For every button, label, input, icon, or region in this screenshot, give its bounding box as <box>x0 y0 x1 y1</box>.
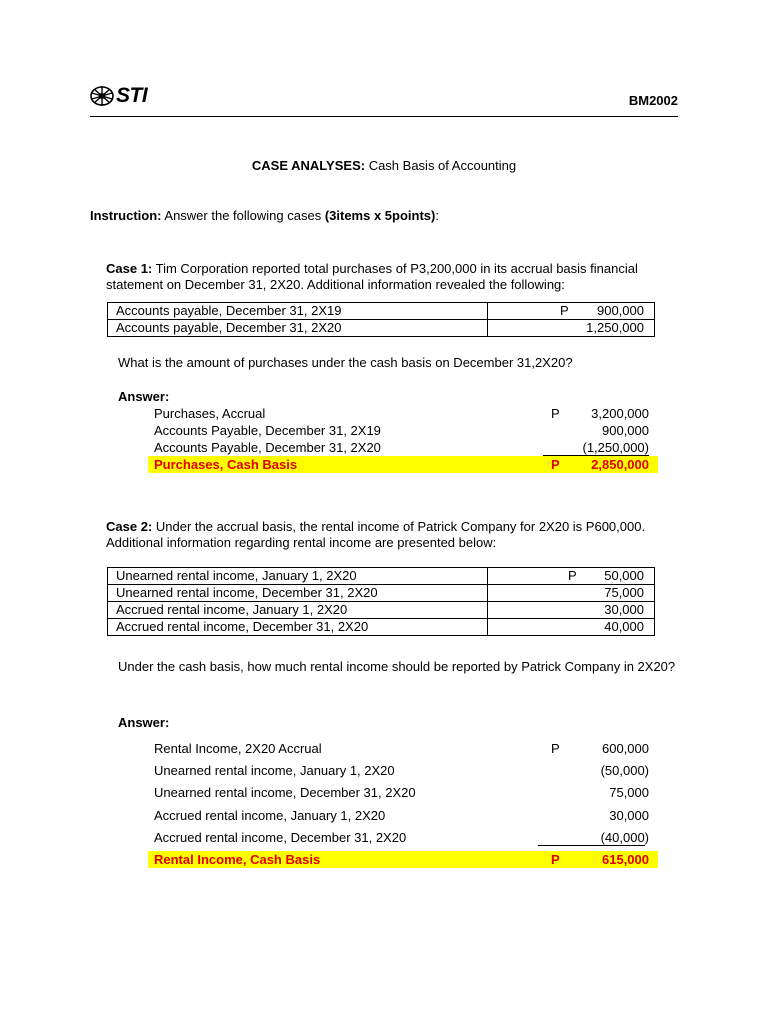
case-1-description <box>106 261 686 293</box>
table-cell-amount <box>488 602 655 619</box>
currency: P <box>551 406 560 421</box>
amount: 900,000 <box>602 423 649 438</box>
case-2-description <box>106 519 686 551</box>
page-header <box>90 82 678 117</box>
answer-row <box>148 762 658 779</box>
amount: 600,000 <box>602 741 649 756</box>
case-2-answer-label: Answer: <box>118 715 170 730</box>
answer-row <box>148 784 658 801</box>
answer-label: Purchases, Accrual <box>154 406 266 421</box>
table-row <box>108 320 655 337</box>
table-row <box>108 303 655 320</box>
answer-row <box>148 422 658 439</box>
amount: 3,200,000 <box>591 406 649 421</box>
currency: P <box>551 457 560 472</box>
case-1-answer-label: Answer: <box>118 389 170 404</box>
currency: P <box>560 303 569 318</box>
instruction <box>90 208 439 223</box>
globe-icon <box>90 85 114 107</box>
answer-label: Rental Income, 2X20 Accrual <box>154 741 322 756</box>
case-1-table <box>107 302 655 337</box>
table-cell-label: Accounts payable, December 31, 2X20 <box>108 320 488 337</box>
answer-row <box>148 740 658 757</box>
page-title <box>0 158 768 173</box>
logo-text: STI <box>116 84 148 107</box>
case-2-label: Case 2: <box>106 519 153 534</box>
instruction-label: Instruction: <box>90 208 162 223</box>
amount: 40,000 <box>604 619 644 634</box>
document-code: BM2002 <box>628 93 678 108</box>
amount: 75,000 <box>604 585 644 600</box>
answer-label: Accrued rental income, December 31, 2X20 <box>154 830 407 845</box>
answer-label: Accounts Payable, December 31, 2X20 <box>154 440 381 455</box>
amount: 30,000 <box>609 808 649 823</box>
currency: P <box>551 852 560 867</box>
answer-label: Unearned rental income, December 31, 2X20 <box>154 785 416 800</box>
table-cell-label: Unearned rental income, January 1, 2X20 <box>108 568 488 585</box>
amount: 1,250,000 <box>586 320 644 335</box>
amount: 75,000 <box>609 785 649 800</box>
answer-total-label: Purchases, Cash Basis <box>154 457 298 472</box>
currency: P <box>551 741 560 756</box>
case-2-question: Under the cash basis, how much rental income should be reported by Patrick Company in 2X20? <box>118 659 676 674</box>
table-row <box>108 619 655 636</box>
answer-row <box>148 439 658 456</box>
answer-label: Accrued rental income, January 1, 2X20 <box>154 808 386 823</box>
table-cell-amount <box>488 585 655 602</box>
sti-logo <box>90 82 147 110</box>
subtotal-underline <box>538 845 645 846</box>
answer-total-label: Rental Income, Cash Basis <box>154 852 321 867</box>
instruction-points: (3items x 5points) <box>324 208 436 223</box>
answer-label: Unearned rental income, January 1, 2X20 <box>154 763 395 778</box>
table-cell-label: Accrued rental income, January 1, 2X20 <box>108 602 488 619</box>
table-cell-amount <box>488 619 655 636</box>
amount: 900,000 <box>597 303 644 318</box>
case-2-table <box>107 567 655 636</box>
case-1-text: Tim Corporation reported total purchases of P3,200,000 in its accrual basis financial statement on December 31, 2X20. Additional information revealed the following: <box>106 261 638 292</box>
answer-row <box>148 405 658 422</box>
case-1-question: What is the amount of purchases under the cash basis on December 31,2X20? <box>118 355 573 370</box>
currency: P <box>568 568 577 583</box>
answer-row <box>148 829 658 846</box>
answer-total-amount: 615,000 <box>602 852 649 867</box>
amount: 50,000 <box>604 568 644 583</box>
table-cell-label: Unearned rental income, December 31, 2X20 <box>108 585 488 602</box>
table-row <box>108 602 655 619</box>
table-row <box>108 568 655 585</box>
case-2-text: Under the accrual basis, the rental income of Patrick Company for 2X20 is P600,000. Additional information regarding rental income are presented below: <box>106 519 646 550</box>
amount: (1,250,000) <box>582 440 649 455</box>
answer-total-row <box>148 456 658 473</box>
amount: 30,000 <box>604 602 644 617</box>
answer-total-amount: 2,850,000 <box>591 457 649 472</box>
answer-row <box>148 807 658 824</box>
title-rest: Cash Basis of Accounting <box>365 158 517 173</box>
case-1-label: Case 1: <box>106 261 153 276</box>
table-cell-label: Accounts payable, December 31, 2X19 <box>108 303 488 320</box>
answer-label: Accounts Payable, December 31, 2X19 <box>154 423 381 438</box>
amount: (50,000) <box>600 763 649 778</box>
instruction-end: : <box>435 208 439 223</box>
table-cell-label: Accrued rental income, December 31, 2X20 <box>108 619 488 636</box>
answer-total-row <box>148 851 658 868</box>
table-row <box>108 585 655 602</box>
table-cell-amount <box>488 320 655 337</box>
title-bold: CASE ANALYSES: <box>251 158 366 173</box>
table-cell-amount <box>488 568 655 585</box>
table-cell-amount <box>488 303 655 320</box>
instruction-text: Answer the following cases <box>161 208 325 223</box>
amount: (40,000) <box>600 830 649 845</box>
